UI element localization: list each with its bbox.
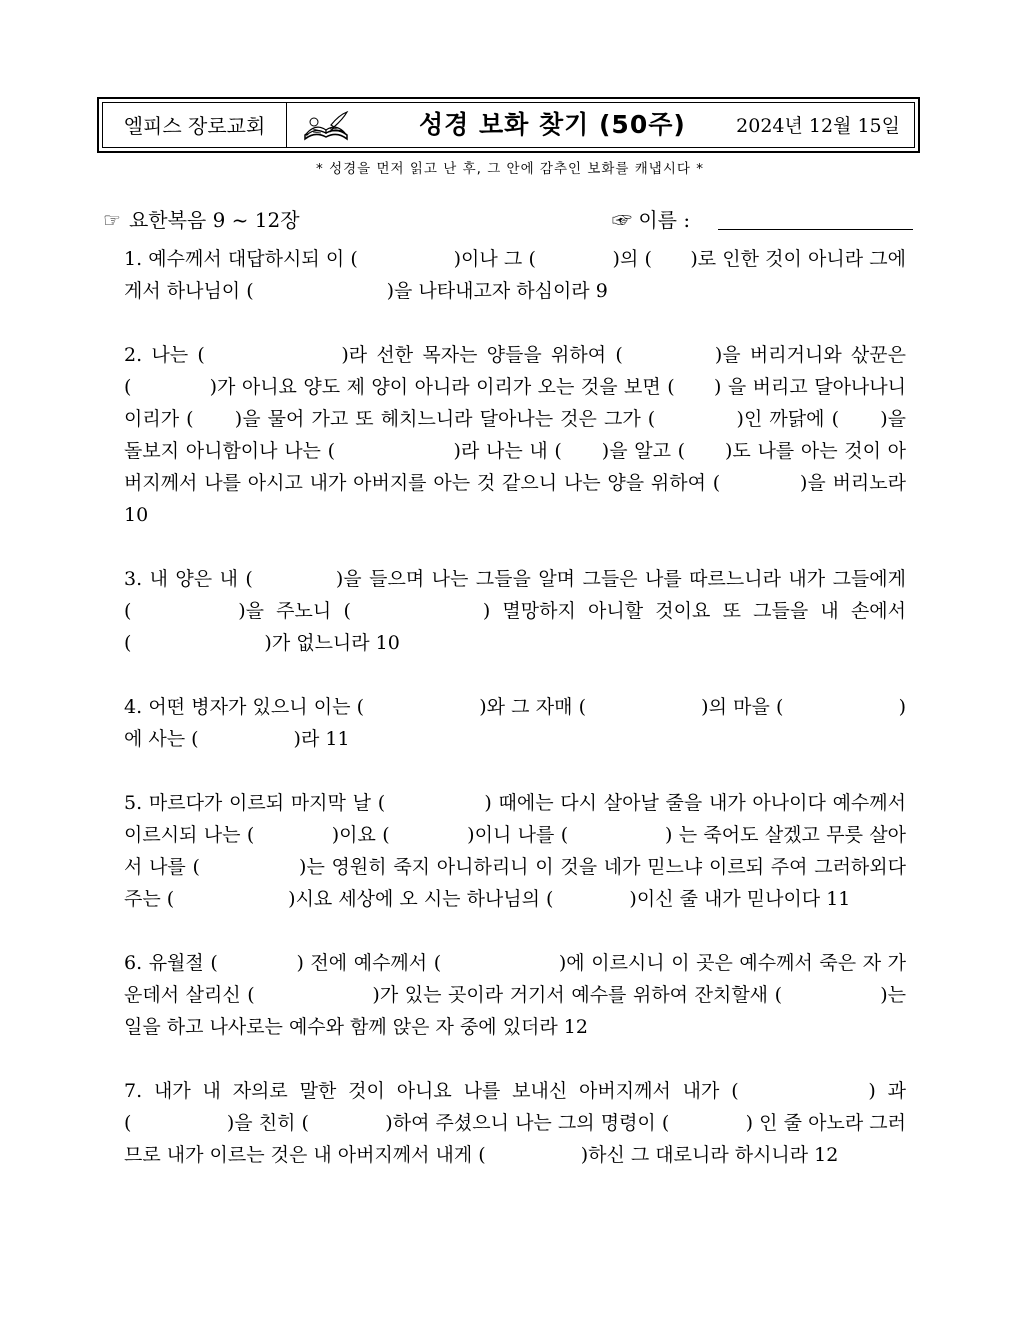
question-7: 7. 내가 내 자의로 말한 것이 아니요 나를 보내신 아버지께서 내가 ( ) 과 ( )을 친히 ( )하여 주셨으니 나는 그의 명령이 ( ) 인 줄 아노라 그러므로 내가 이르는 것은 내 아버지께서 내게 ( )하신 그 대로니라 하시니라 12 (124, 1080, 906, 1166)
name-label: ☞ 이름 : (612, 208, 691, 232)
header-box (97, 97, 920, 153)
page-title: 성경 보화 찾기 (50주) (419, 110, 686, 139)
question-2: 2. 나는 ( )라 선한 목자는 양들을 위하여 ( )을 버리거니와 삯꾼은 ( )가 아니요 양도 제 양이 아니라 이리가 오는 것을 보면 ( ) 을 버리고 달아나나니 이리가 ( )을 물어 가고 또 헤치느니라 달아나는 것은 그가 ( )인 까닭에 ( )을 돌보지 아니함이나 나는 ( )라 나는 내 ( )을 알고 ( )도 나를 아는 것이 아버지께서 나를 아시고 내가 아버지를 아는 것 같으니 나는 양을 위하여 ( )을 버리노라 10 (124, 344, 906, 526)
question-1: 1. 예수께서 대답하시되 이 ( )이나 그 ( )의 ( )로 인한 것이 아니라 그에게서 하나님이 ( )을 나타내고자 하심이라 9 (124, 248, 906, 302)
question-3: 3. 내 양은 내 ( )을 들으며 나는 그들을 알며 그들은 나를 따르느니라 내가 그들에게 ( )을 주노니 ( ) 멸망하지 아니할 것이요 또 그들을 내 손에서 ( )가 없느니라 10 (124, 568, 906, 654)
date-label: 2024년 12월 15일 (736, 115, 900, 137)
question-5: 5. 마르다가 이르되 마지막 날 ( ) 때에는 다시 살아날 줄을 내가 아나이다 예수께서 이르시되 나는 ( )이요 ( )이니 나를 ( ) 는 죽어도 살겠고 무릇 살아서 나를 ( )는 영원히 죽지 아니하리니 이 것을 네가 믿느냐 이르되 주여 그러하외다 주는 ( )시요 세상에 오 시는 하나님의 ( )이신 줄 내가 믿나이다 11 (124, 792, 906, 910)
question-6: 6. 유월절 ( ) 전에 예수께서 ( )에 이르시니 이 곳은 예수께서 죽은 자 가운데서 살리신 ( )가 있는 곳이라 거기서 예수를 위하여 잔치할새 ( )는 일을 하고 나사로는 예수와 함께 앉은 자 중에 있더라 12 (124, 952, 906, 1038)
church-name: 엘피스 장로교회 (103, 103, 287, 147)
question-4: 4. 어떤 병자가 있으니 이는 ( )와 그 자매 ( )의 마을 ( )에 사는 ( )라 11 (124, 696, 906, 750)
question-list (124, 243, 906, 1203)
section-heading (103, 204, 300, 233)
scripture-range: 요한복음 9 ~ 12장 (128, 208, 300, 232)
book-quill-icon (301, 109, 351, 145)
pointing-hand-icon: ☞ (103, 208, 121, 232)
name-input-line[interactable] (718, 229, 913, 230)
subtitle: * 성경을 먼저 읽고 난 후, 그 안에 감추인 보화를 캐냅시다 * (316, 161, 704, 177)
header-inner (102, 102, 915, 148)
